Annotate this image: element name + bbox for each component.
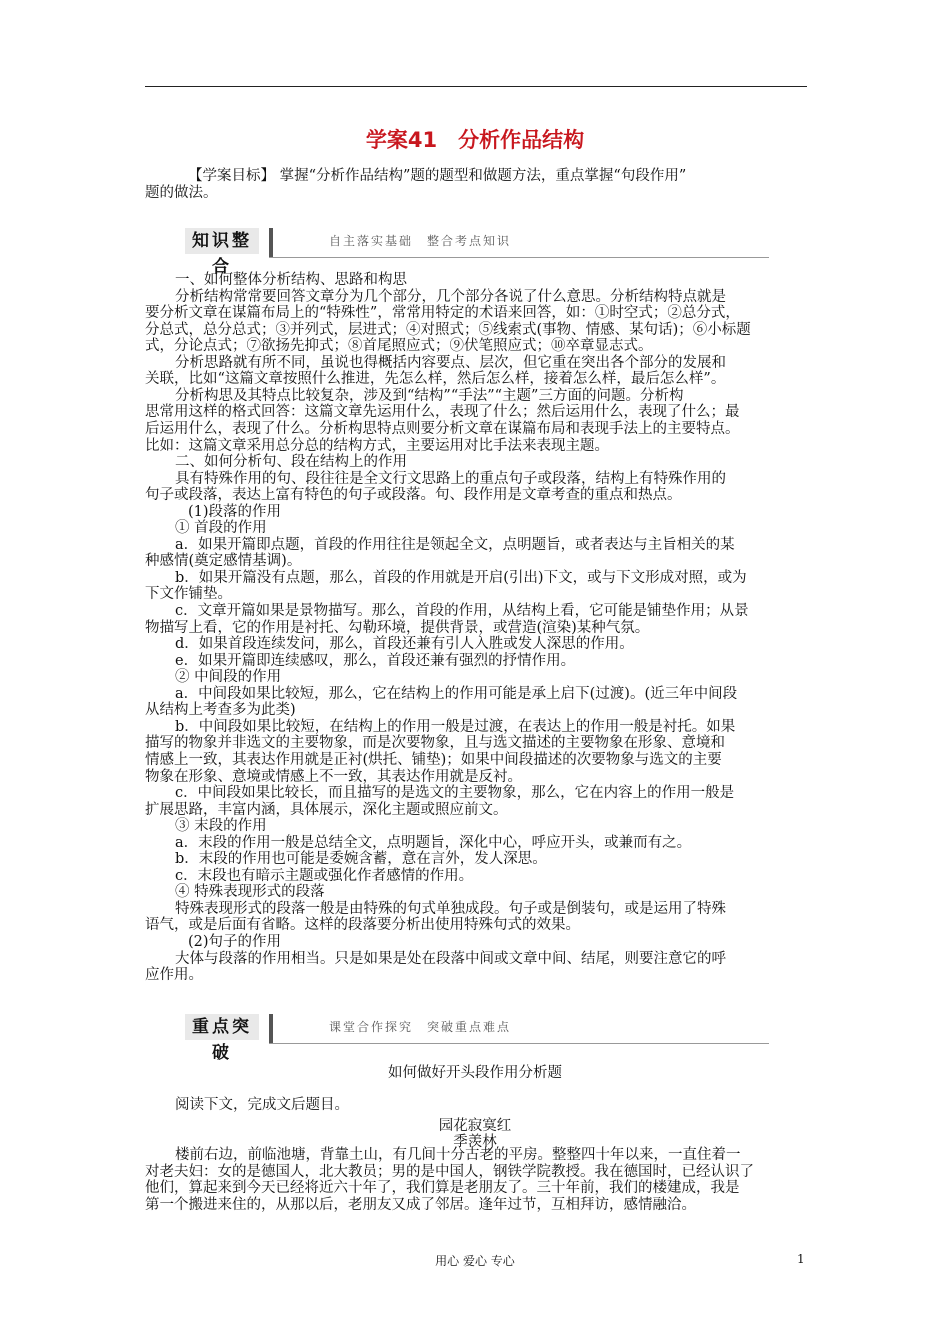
knowledge-line: 特殊表现形式的段落一般是由特殊的句式单独成段。句子或是倒装句，或是运用了特殊 [175,901,726,917]
knowledge-line: 应作用。 [145,967,203,983]
knowledge-line: 二、如何分析句、段在结构上的作用 [175,454,407,470]
knowledge-line: 关联，比如“这篇文章按照什么推进，先怎么样，然后怎么样，接着怎么样，最后怎么样”。 [145,371,726,387]
knowledge-line: 扩展思路，丰富内涵，具体展示，深化主题或照应前文。 [145,802,508,818]
section-heading: 如何做好开头段作用分析题 [388,1065,562,1081]
knowledge-line: b．中间段如果比较短，在结构上的作用一般是过渡，在表达上的作用一般是衬托。如果 [175,719,736,735]
knowledge-line: ① 首段的作用 [175,520,267,536]
knowledge-banner-label: 知识整合 [185,228,259,254]
breakthrough-banner [145,1014,705,1063]
banner-rule [269,257,769,258]
objective-line-2: 题的做法。 [145,185,218,201]
passage-line: 对老夫妇：女的是德国人，北大教员；男的是中国人，钢铁学院教授。我在德国时，已经认识了 [145,1164,754,1180]
knowledge-line: b．如果开篇没有点题，那么，首段的作用就是开启(引出)下文，或与下文形成对照，或为 [175,570,747,586]
instruction-text: 阅读下文，完成文后题目。 [175,1097,349,1113]
knowledge-line: ④ 特殊表现形式的段落 [175,884,325,900]
knowledge-line: d．如果首段连续发问，那么，首段还兼有引人入胜或发人深思的作用。 [175,636,634,652]
knowledge-banner [145,228,705,277]
knowledge-line: 物描写上看，它的作用是衬托、勾勒环境，提供背景，或营造(渲染)某种气氛。 [145,620,650,636]
breakthrough-banner-tag: 课堂合作探究 突破重点难点 [329,1020,512,1034]
passage-title: 园花寂寞红 [438,1118,512,1134]
knowledge-line: 物象在形象、意境或情感上不一致，其表达作用就是反衬。 [145,769,522,785]
knowledge-line: 式，分论点式；⑦欲扬先抑式；⑧首尾照应式；⑨伏笔照应式；⑩卒章显志式。 [145,338,653,354]
objective-line-1: 【学案目标】 掌握“分析作品结构”题的题型和做题方法，重点掌握“句段作用” [188,168,687,184]
knowledge-line: c．文章开篇如果是景物描写。那么，首段的作用，从结构上看，它可能是铺垫作用；从景 [175,603,749,619]
banner-rule [269,1043,769,1044]
knowledge-line: 要分析文章在谋篇布局上的“特殊性”，常常用特定的术语来回答，如：①时空式；②总分式， [145,305,740,321]
knowledge-line: (2)句子的作用 [188,934,282,950]
knowledge-line: ② 中间段的作用 [175,669,282,685]
knowledge-line: 描写的物象并非选文的主要物象，而是次要物象，且与选文描述的主要物象在形象、意境和 [145,735,725,751]
knowledge-line: 情感上一致，其表达作用就是正衬(烘托、铺垫)；如果中间段描述的次要物象与选文的主要 [145,752,722,768]
passage-line: 第一个搬进来住的，从那以后，老朋友又成了邻居。逢年过节，互相拜访，感情融洽。 [145,1197,696,1213]
top-rule [145,86,807,87]
knowledge-line: 后运用什么，表现了什么。分析构思特点则要分析文章在谋篇布局和表现手法上的主要特点。 [145,421,740,437]
passage-line: 他们，算起来到今天已经将近六十年了，我们算是老朋友了。三十年前，我们的楼建成，我是 [145,1180,740,1196]
page-title: 学案41 分析作品结构 [365,128,585,152]
knowledge-line: e．如果开篇即连续感叹，那么，首段还兼有强烈的抒情作用。 [175,653,576,669]
knowledge-line: ③ 末段的作用 [175,818,267,834]
knowledge-banner-tag: 自主落实基础 整合考点知识 [329,234,512,248]
knowledge-line: a．如果开篇即点题，首段的作用往往是领起全文，点明题旨，或者表达与主旨相关的某 [175,537,735,553]
knowledge-line: 句子或段落，表达上富有特色的句子或段落。句、段作用是文章考查的重点和热点。 [145,487,682,503]
knowledge-line: (1)段落的作用 [188,504,282,520]
banner-divider [269,1014,273,1044]
passage-line: 楼前右边，前临池塘，背靠土山，有几间十分古老的平房。整整四十年以来，一直住着一 [175,1147,741,1163]
banner-divider [269,228,273,258]
knowledge-line: 下文作铺垫。 [145,586,232,602]
knowledge-line: 从结构上考查多为此类) [145,702,296,718]
knowledge-line: 一、如何整体分析结构、思路和构思 [175,272,407,288]
knowledge-line: 思常用这样的格式回答：这篇文章先运用什么，表现了什么；然后运用什么，表现了什么；最 [145,404,740,420]
page-number: 1 [797,1252,805,1266]
knowledge-line: 语气，或是后面有省略。这样的段落要分析出使用特殊句式的效果。 [145,917,580,933]
knowledge-line: a．中间段如果比较短，那么，它在结构上的作用可能是承上启下(过渡)。(近三年中间段 [175,686,738,702]
knowledge-line: 种感情(奠定感情基调)。 [145,553,302,569]
knowledge-line: b．末段的作用也可能是委婉含蓄，意在言外，发人深思。 [175,851,547,867]
knowledge-line: 分析结构常常要回答文章分为几个部分，几个部分各说了什么意思。分析结构特点就是 [175,289,726,305]
page-footer: 用心 爱心 专心 [435,1254,515,1268]
knowledge-line: c．末段也有暗示主题或强化作者感情的作用。 [175,868,474,884]
knowledge-line: 大体与段落的作用相当。只是如果是处在段落中间或文章中间、结尾，则要注意它的呼 [175,951,726,967]
knowledge-line: 分析思路就有所不同，虽说也得概括内容要点、层次，但它重在突出各个部分的发展和 [175,355,726,371]
knowledge-line: 分总式，总分总式；③并列式，层进式；④对照式；⑤线索式(事物、情感、某句话)；⑥小标题 [145,322,751,338]
knowledge-line: 分析构思及其特点比较复杂，涉及到“结构”“手法”“主题”三方面的问题。分析构 [175,388,684,404]
knowledge-line: c．中间段如果比较长，而且描写的是选文的主要物象，那么，它在内容上的作用一般是 [175,785,735,801]
knowledge-line: 具有特殊作用的句、段往往是全文行文思路上的重点句子或段落，结构上有特殊作用的 [175,471,726,487]
knowledge-line: a．末段的作用一般是总结全文，点明题旨，深化中心，呼应开头，或兼而有之。 [175,835,692,851]
knowledge-line: 比如：这篇文章采用总分总的结构方式，主要运用对比手法来表现主题。 [145,438,609,454]
passage-author: 季羡林 [453,1134,497,1150]
breakthrough-banner-label: 重点突破 [185,1014,259,1040]
